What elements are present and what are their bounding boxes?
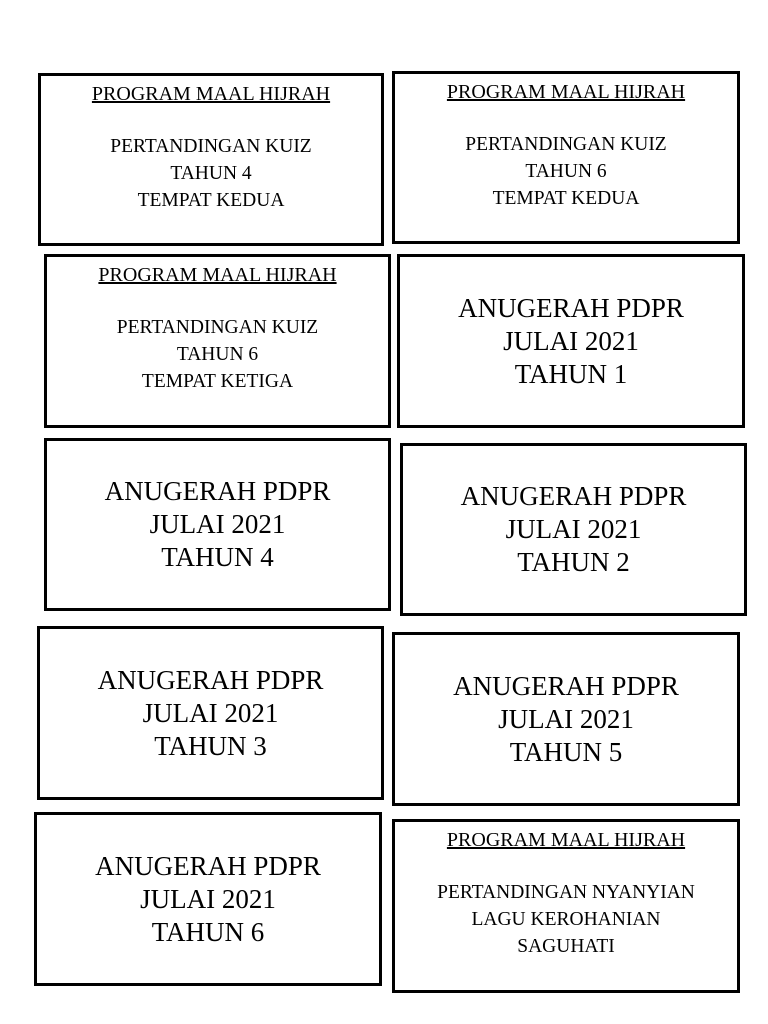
certificate-card-quiz-tahun4-second bbox=[38, 73, 384, 246]
card-line-1: ANUGERAH PDPR bbox=[460, 481, 687, 511]
card-line-2: JULAI 2021 bbox=[149, 509, 286, 539]
card-line-3: TAHUN 1 bbox=[514, 358, 628, 389]
card-line-1: PERTANDINGAN KUIZ bbox=[465, 134, 667, 155]
card-line-2: TAHUN 6 bbox=[525, 161, 607, 182]
card-heading: PROGRAM MAAL HIJRAH bbox=[446, 81, 686, 103]
card-line-3: TAHUN 3 bbox=[154, 730, 267, 761]
card-line-2: JULAI 2021 bbox=[142, 697, 279, 728]
card-line-2: TAHUN 4 bbox=[170, 163, 252, 184]
card-heading: PROGRAM MAAL HIJRAH bbox=[91, 83, 331, 105]
certificate-card-pdpr-tahun4 bbox=[44, 438, 391, 611]
certificate-card-pdpr-tahun5 bbox=[392, 632, 740, 806]
card-line-1: ANUGERAH PDPR bbox=[104, 476, 331, 506]
certificate-card-nyanyian-saguhati bbox=[392, 819, 740, 993]
card-line-2: JULAI 2021 bbox=[505, 514, 642, 544]
card-line-3: TAHUN 2 bbox=[517, 547, 630, 577]
card-line-1: ANUGERAH PDPR bbox=[458, 292, 684, 323]
card-line-3: TAHUN 4 bbox=[161, 542, 274, 572]
certificate-card-quiz-tahun6-second bbox=[392, 71, 740, 244]
card-line-1: PERTANDINGAN KUIZ bbox=[110, 136, 312, 157]
card-line-1: ANUGERAH PDPR bbox=[97, 664, 324, 695]
card-heading: PROGRAM MAAL HIJRAH bbox=[446, 829, 686, 851]
certificate-card-pdpr-tahun2 bbox=[400, 443, 747, 616]
card-line-1: PERTANDINGAN NYANYIAN bbox=[437, 882, 695, 903]
card-line-1: PERTANDINGAN KUIZ bbox=[116, 317, 319, 338]
certificate-card-pdpr-tahun1 bbox=[397, 254, 745, 428]
card-line-3: TEMPAT KETIGA bbox=[141, 371, 294, 392]
card-line-2: TAHUN 6 bbox=[176, 344, 259, 365]
card-line-3: TEMPAT KEDUA bbox=[137, 190, 285, 211]
certificate-card-pdpr-tahun3 bbox=[37, 626, 384, 800]
card-line-2: JULAI 2021 bbox=[498, 703, 634, 734]
card-line-1: ANUGERAH PDPR bbox=[453, 670, 679, 701]
card-line-3: SAGUHATI bbox=[517, 936, 615, 957]
certificate-card-pdpr-tahun6 bbox=[34, 812, 382, 986]
card-line-2: JULAI 2021 bbox=[503, 325, 639, 356]
certificate-card-quiz-tahun6-third bbox=[44, 254, 391, 428]
card-line-3: TAHUN 6 bbox=[151, 916, 265, 947]
card-heading: PROGRAM MAAL HIJRAH bbox=[98, 264, 337, 286]
card-line-2: JULAI 2021 bbox=[140, 883, 276, 914]
card-line-3: TEMPAT KEDUA bbox=[492, 188, 640, 209]
card-line-3: TAHUN 5 bbox=[509, 736, 623, 767]
card-line-2: LAGU KEROHANIAN bbox=[471, 909, 661, 930]
card-line-1: ANUGERAH PDPR bbox=[95, 850, 321, 881]
